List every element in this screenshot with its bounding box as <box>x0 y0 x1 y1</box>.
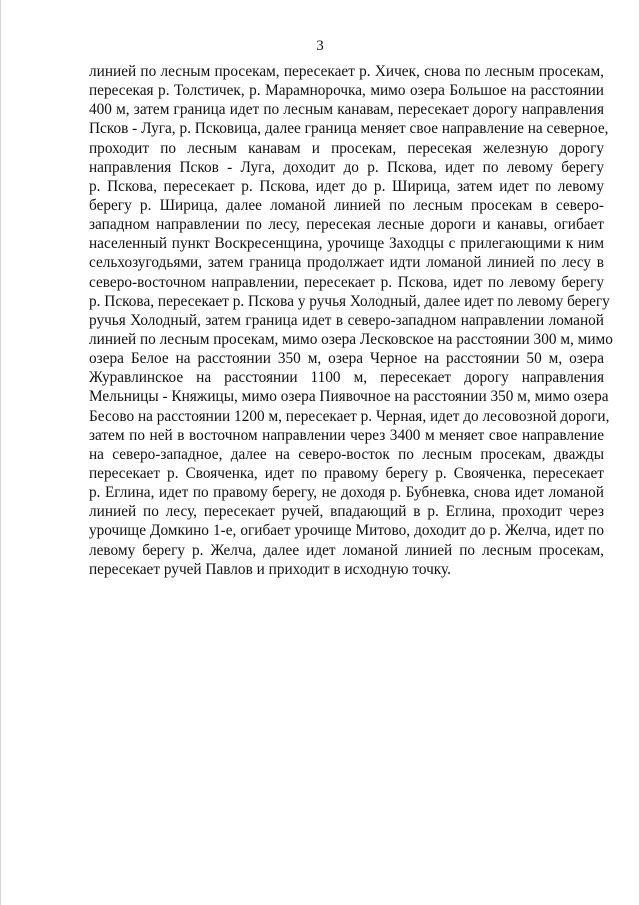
text-line: ручья Холодный, затем граница идет в северо-западном направлении ломаной <box>89 311 604 329</box>
text-line: сельхозугодьями, затем граница продолжает идти ломаной линией по лесу в <box>89 254 604 272</box>
text-line: р. Пскова, пересекает р. Пскова, идет до р. Ширица, затем идет по левому <box>89 177 604 195</box>
text-line: Псков - Луга, р. Псковица, далее граница меняет свое направление на северное, <box>89 120 609 138</box>
text-line: северо-восточном направлении, пересекает р. Пскова, идет по левому берегу <box>89 273 604 291</box>
text-line: пересекая р. Толстичек, р. Марамнорочка, мимо озера Большое на расстоянии <box>89 82 604 100</box>
text-line: озера Белое на расстоянии 350 м, озера Черное на расстоянии 50 м, озера <box>89 350 604 368</box>
text-line: Бесово на расстоянии 1200 м, пересекает р. Черная, идет до лесовозной дороги, <box>89 407 610 425</box>
text-line-last: пересекает ручей Павлов и приходит в исходную точку. <box>89 560 451 578</box>
text-line: левому берегу р. Желча, далее идет ломаной линией по лесным просекам, <box>89 541 604 559</box>
text-line: р. Пскова, пересекает р. Пскова у ручья Холодный, далее идет по левому берегу <box>89 292 610 310</box>
text-line: линией по лесным просекам, пересекает р. Хичек, снова по лесным просекам, <box>89 63 604 80</box>
text-line: р. Еглина, идет по правому берегу, не доходя р. Бубневка, снова идет ломаной <box>89 484 604 502</box>
text-line: проходит по лесным канавам и просекам, пересекая железную дорогу <box>89 139 604 157</box>
page-number: 3 <box>316 38 324 54</box>
text-line: Журавлинское на расстоянии 1100 м, пересекает дорогу направления <box>89 369 604 387</box>
body-paragraph <box>89 62 613 579</box>
text-line: пересекает р. Своячeнка, идет по правому берегу р. Своячeнка, пересекает <box>89 464 604 482</box>
page-left-edge <box>0 0 1 905</box>
text-line: западном направлении по лесу, пересекая лесные дороги и канавы, огибает <box>89 216 604 234</box>
text-line: 400 м, затем граница идет по лесным канавам, пересекает дорогу направления <box>89 101 604 119</box>
text-line: берегу р. Ширица, далее ломаной линией по лесным просекам в северо- <box>89 196 604 214</box>
text-line: направления Псков - Луга, доходит до р. Пскова, идет по левому берегу <box>89 158 604 176</box>
text-line: линией по лесным просекам, мимо озера Лесковское на расстоянии 300 м, мимо <box>89 330 613 348</box>
text-line: затем по ней в восточном направлении через 3400 м меняет свое направление <box>89 426 604 444</box>
text-line: на северо-западное, далее на северо-восток по лесным просекам, дважды <box>89 445 604 463</box>
text-line: урочище Домкино 1-е, огибает урочище Митово, доходит до р. Желча, идет по <box>89 522 604 540</box>
text-line: линией по лесу, пересекает ручей, впадающий в р. Еглина, проходит через <box>89 503 604 521</box>
text-line: Мельницы - Княжицы, мимо озера Пиявочное на расстоянии 350 м, мимо озера <box>89 388 609 406</box>
text-line: населенный пункт Воскресенщина, урочище Заходцы с прилегающими к ним <box>89 235 604 253</box>
